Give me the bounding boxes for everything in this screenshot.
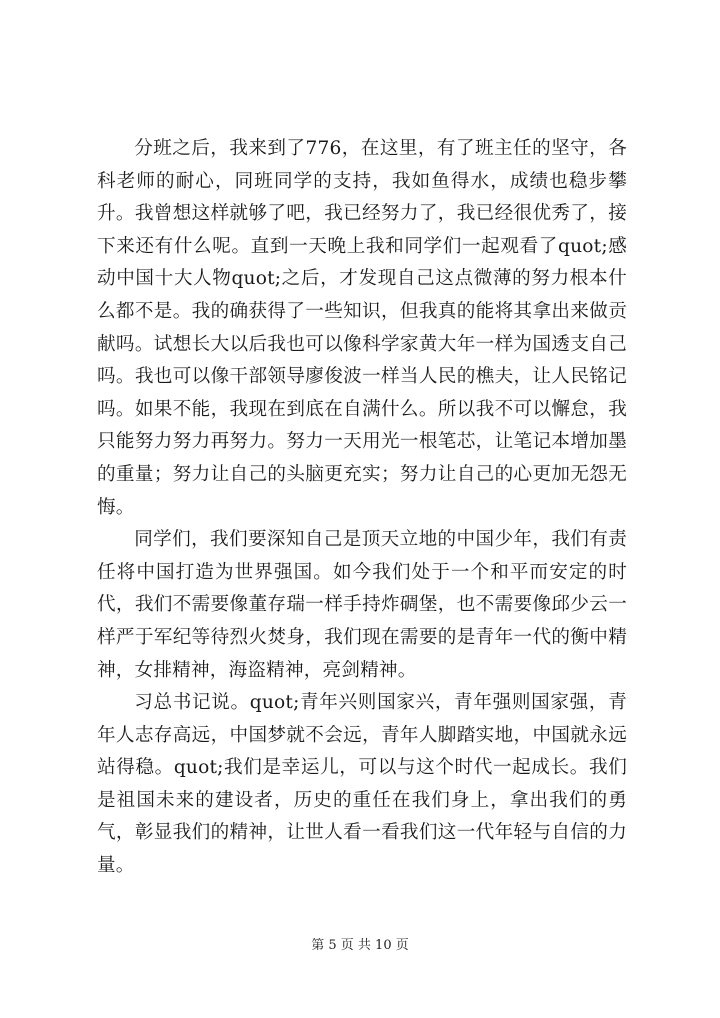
paragraph-2: 同学们，我们要深知自己是顶天立地的中国少年，我们有责任将中国打造为世界强国。如今我们处于一个和平而安定的时代，我们不需要像董存瑞一样手持炸碉堡，也不需要像邱少云一样严于军纪等待烈火焚身，我们现在需要的是青年一代的衡中精神，女排精神，海盗精神，亮剑精神。 (97, 529, 627, 681)
page-footer (0, 937, 720, 955)
page-number-label: 第 5 页 共 10 页 (311, 938, 409, 953)
paragraph-1: 分班之后，我来到了776，在这里，有了班主任的坚守，各科老师的耐心，同班同学的支持，我如鱼得水，成绩也稳步攀升。我曾想这样就够了吧，我已经努力了，我已经很优秀了，接下来还有什么呢。直到一天晚上我和同学们一起观看了quot;感动中国十大人物quot;之后，才发现自己这点微薄的努力根本什么都不是。我的确获得了一些知识，但我真的能将其拿出来做贡献吗。试想长大以后我也可以像科学家黄大年一样为国透支自己吗。我也可以像干部领导廖俊波一样当人民的樵夫，让人民铭记吗。如果不能，我现在到底在自满什么。所以我不可以懈怠，我只能努力努力再努力。努力一天用光一根笔芯，让笔记本增加墨的重量；努力让自己的头脑更充实；努力让自己的心更加无怨无悔。 (97, 138, 627, 518)
paragraph-3: 习总书记说。quot;青年兴则国家兴，青年强则国家强，青年人志存高远，中国梦就不会远，青年人脚踏实地，中国就永远站得稳。quot;我们是幸运儿，可以与这个时代一起成长。我们是祖国未来的建设者，历史的重任在我们身上，拿出我们的勇气，彰显我们的精神，让世人看一看我们这一代年轻与自信的力量。 (97, 692, 627, 877)
document-body (97, 133, 627, 883)
